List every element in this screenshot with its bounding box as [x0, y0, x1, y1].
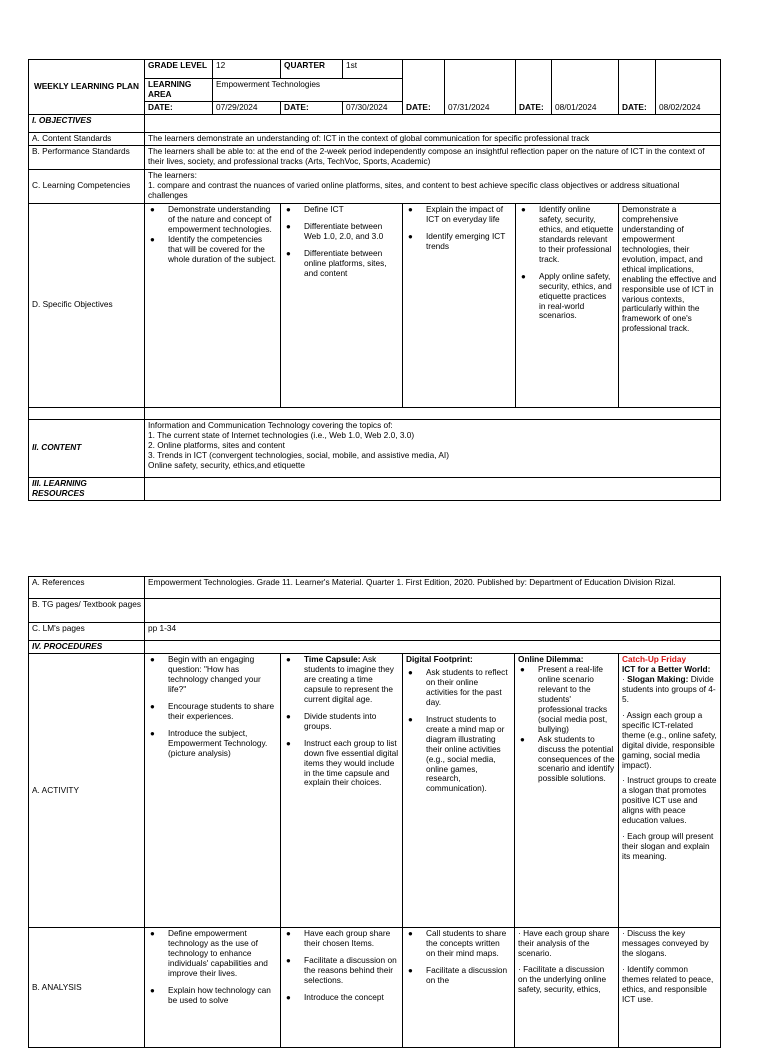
list-item: ● Instruct each group to list down five essential digital items they would include in the time capsule and explain their choices.	[304, 739, 399, 789]
procedures-heading: IV. PROCEDURES	[29, 641, 145, 654]
content-line: Information and Communication Technology covering the topics of:	[148, 419, 393, 430]
slogan-making-label: Slogan Making:	[627, 673, 689, 684]
list-item: ● Differentiate between online platforms, sites, and content	[304, 249, 399, 279]
list-item: ● Ask students to reflect on their online activities for the past day.	[426, 668, 511, 708]
analysis-day4-para: · Have each group share their analysis of the scenario.	[518, 928, 610, 958]
content-standards-label: A. Content Standards	[29, 132, 145, 145]
list-item: ● Encourage students to share their experiences.	[168, 702, 277, 722]
date-label-3: DATE:	[403, 60, 445, 115]
activity-day2-title: Time Capsule:	[304, 654, 361, 664]
lm-pages-label: C. LM's pages	[29, 623, 145, 641]
date-value-3: 07/31/2024	[445, 60, 516, 115]
competencies-line-1: The learners:	[148, 169, 197, 180]
grade-level-label: GRADE LEVEL	[145, 60, 213, 79]
activity-day5-para: · Instruct groups to create a slogan that promotes positive ICT use and aligns with peace education values.	[622, 775, 717, 826]
content-line: Online safety, security, ethics,and etiquette	[148, 459, 305, 470]
content-line: 2. Online platforms, sites and content	[148, 439, 285, 450]
slogan-making-text: Divide students into groups of 4-5.	[622, 673, 716, 704]
date-value-5: 08/02/2024	[656, 60, 721, 115]
analysis-day4-para-text: Have each group share their analysis of the scenario.	[518, 928, 610, 958]
activity-day2	[281, 654, 403, 928]
specific-objectives-day4	[516, 203, 619, 407]
learning-resources-blank	[145, 477, 721, 500]
analysis-day5	[619, 928, 721, 1048]
weekly-learning-plan-table-bottom	[28, 576, 721, 1048]
list-item	[304, 655, 399, 705]
activity-day3	[403, 654, 515, 928]
quarter-value: 1st	[343, 60, 403, 79]
activity-day5-slogan: · Slogan Making: Divide students into groups of 4-5.	[622, 673, 716, 704]
lm-pages-value: pp 1-34	[145, 623, 721, 641]
analysis-day3	[403, 928, 515, 1048]
quarter-label: QUARTER	[281, 60, 343, 79]
list-item: ● Demonstrate understanding of the nature and concept of empowerment technologies.	[168, 205, 277, 235]
analysis-day5-para-text: Discuss the key messages conveyed by the slogans.	[622, 928, 709, 958]
analysis-day2	[281, 928, 403, 1048]
activity-day5-para-text: Assign each group a specific ICT-related theme (e.g., online safety, digital divide, responsible gaming, social media impact).	[622, 709, 717, 770]
list-item: ● Have each group share their chosen Items.	[304, 929, 399, 949]
weekly-learning-plan-table-top	[28, 59, 721, 501]
specific-objectives-day1	[145, 203, 281, 407]
tg-pages-value	[145, 599, 721, 623]
activity-day4-title: Online Dilemma:	[518, 654, 584, 664]
list-item: ● Facilitate a discussion on the	[426, 966, 511, 986]
list-item: ● Facilitate a discussion on the reasons behind their selections.	[304, 956, 399, 986]
references-text: Empowerment Technologies. Grade 11. Learner's Material. Quarter 1. First Edition, 2020. Published by: Department of Education Division Rizal.	[145, 577, 721, 599]
analysis-day4-para: · Facilitate a discussion on the underlying online safety, security, ethics,	[518, 963, 607, 994]
objectives-heading-blank	[145, 114, 721, 132]
wlp-title: WEEKLY LEARNING PLAN	[29, 60, 145, 115]
activity-day5-title: ICT for a Better World:	[622, 663, 711, 674]
list-item: ● Identify emerging ICT trends	[426, 232, 512, 252]
list-item: ● Identify online safety, security, ethics, and etiquette standards relevant to their professional track.	[539, 205, 615, 265]
list-item: ● Explain the impact of ICT on everyday life	[426, 205, 512, 225]
activity-day5	[619, 654, 721, 928]
activity-day5-para-text: Instruct groups to create a slogan that promotes positive ICT use and aligns with peace education values.	[622, 775, 717, 826]
list-item: ● Divide students into groups.	[304, 712, 399, 732]
content-standards-text: The learners demonstrate an understanding of: ICT in the context of global communication for specific professional track	[145, 132, 721, 145]
spacer-cell	[145, 407, 721, 419]
date-value-2: 07/30/2024	[343, 102, 403, 115]
performance-standards-text: The learners shall be able to: at the end of the 2-week period independently compose an insightful reflection paper on the nature of ICT in the context of their lives, society, and professional tracks (Arts, TechVoc, Sports, Academic)	[145, 145, 721, 169]
activity-day5-para-text: Each group will present their slogan and explain its meaning.	[622, 831, 714, 862]
list-item: ● Apply online safety, security, ethics, and etiquette practices in real-world scenarios.	[539, 272, 615, 322]
content-line: 3. Trends in ICT (convergent technologies, social, mobile, and assistive media, AI)	[148, 449, 449, 460]
date-label-4: DATE:	[516, 60, 552, 115]
content-label: II. CONTENT	[29, 419, 145, 477]
activity-day5-para: · Assign each group a specific ICT-related theme (e.g., online safety, digital divide, responsible gaming, social media impact).	[622, 709, 717, 770]
list-item: ● Instruct students to create a mind map or diagram illustrating their online activities (e.g., social media, online games, research, communication).	[426, 715, 511, 795]
list-item: ● Introduce the concept	[304, 993, 399, 1003]
date-value-4: 08/01/2024	[552, 60, 619, 115]
competencies-text	[145, 169, 721, 203]
list-item: ● Differentiate between Web 1.0, 2.0, and 3.0	[304, 222, 399, 242]
analysis-day5-para: · Discuss the key messages conveyed by the slogans.	[622, 928, 709, 958]
list-item: ● Begin with an engaging question: "How has technology changed your life?"	[168, 655, 277, 695]
activity-day2-intro: Ask students to imagine they are creating a time capsule to represent the current digital age.	[304, 654, 394, 704]
specific-objectives-label: D. Specific Objectives	[29, 203, 145, 407]
analysis-label: B. ANALYSIS	[29, 928, 145, 1048]
specific-objectives-day2	[281, 203, 403, 407]
list-item: ● Present a real-life online scenario relevant to the students' professional tracks (social media post, bullying)	[538, 665, 615, 735]
spacer-label	[29, 407, 145, 419]
activity-day5-para: · Each group will present their slogan and explain its meaning.	[622, 831, 714, 862]
date-value-1: 07/29/2024	[213, 102, 281, 115]
activity-label: A. ACTIVITY	[29, 654, 145, 928]
analysis-day5-para: · Identify common themes related to peace, ethics, and responsible ICT use.	[622, 963, 714, 1004]
list-item: ● Introduce the subject, Empowerment Technology. (picture analysis)	[168, 729, 277, 759]
content-text	[145, 419, 721, 477]
competencies-line-2: 1. compare and contrast the nuances of varied online platforms, sites, and content to best achieve specific class objectives or address situational challenges	[148, 179, 680, 200]
objectives-heading: I. OBJECTIVES	[29, 114, 145, 132]
learning-area-value: Empowerment Technologies	[213, 79, 403, 102]
list-item: ● Call students to share the concepts written on their mind maps.	[426, 929, 511, 959]
catch-up-friday-label: Catch-Up Friday	[622, 654, 687, 664]
competencies-label: C. Learning Competencies	[29, 169, 145, 203]
list-item: ● Identify the competencies that will be covered for the whole duration of the subject.	[168, 235, 277, 265]
date-label-1: DATE:	[145, 102, 213, 115]
procedures-heading-blank	[145, 641, 721, 654]
activity-day4	[515, 654, 619, 928]
specific-objectives-day5: Demonstrate a comprehensive understanding of empowerment technologies, their evolution, impact, and ethical implications, enabling the effective and responsible use of ICT in various contexts, particularly within the framework of one's professional track.	[619, 203, 721, 407]
date-label-2: DATE:	[281, 102, 343, 115]
date-label-5: DATE:	[619, 60, 656, 115]
content-line: 1. The current state of Internet technologies (i.e., Web 1.0, Web 2.0, 3.0)	[148, 429, 415, 440]
activity-day1	[145, 654, 281, 928]
grade-level-value: 12	[213, 60, 281, 79]
learning-area-label: LEARNING AREA	[145, 79, 213, 102]
tg-pages-label: B. TG pages/ Textbook pages	[29, 599, 145, 623]
list-item: ● Ask students to discuss the potential consequences of the scenario and identify possible solutions.	[538, 735, 615, 785]
learning-resources-label: III. LEARNING RESOURCES	[29, 477, 145, 500]
activity-day3-title: Digital Footprint:	[406, 654, 473, 664]
references-label: A. References	[29, 577, 145, 599]
list-item: ● Define empowerment technology as the use of technology to enhance individuals' capabilities and improve their lives.	[168, 929, 277, 979]
specific-objectives-day3	[403, 203, 516, 407]
analysis-day1	[145, 928, 281, 1048]
list-item: ● Define ICT	[304, 205, 399, 215]
analysis-day4	[515, 928, 619, 1048]
list-item: ● Explain how technology can be used to solve	[168, 986, 277, 1006]
performance-standards-label: B. Performance Standards	[29, 145, 145, 169]
analysis-day5-para-text: Identify common themes related to peace, ethics, and responsible ICT use.	[622, 963, 714, 1004]
analysis-day4-para-text: Facilitate a discussion on the underlying online safety, security, ethics,	[518, 963, 607, 994]
